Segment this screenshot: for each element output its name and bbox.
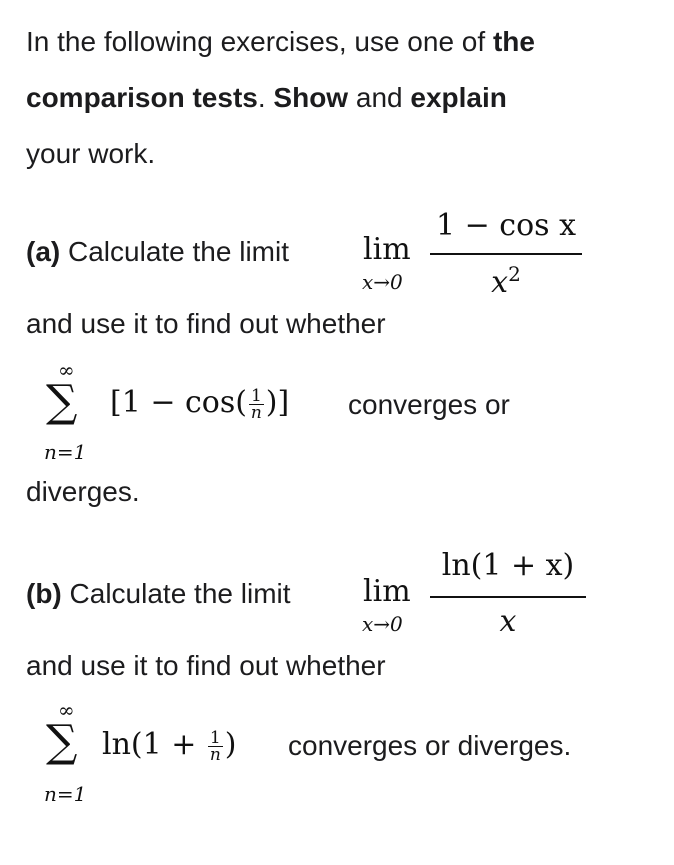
part-a-denominator-base: x (491, 265, 509, 300)
part-a-inner-num: 1 (250, 385, 262, 406)
part-b-prompt (26, 566, 291, 622)
part-b-numerator: ln(1 + x) (441, 548, 575, 583)
part-b-tail: converges or diverges. (288, 730, 572, 761)
intro-and: and (348, 82, 411, 113)
part-a-fraction-bar (430, 253, 582, 255)
intro-bold-explain: explain (410, 82, 507, 113)
intro-bold-comparison: comparison tests (26, 82, 258, 113)
part-a-denominator-exp: 2 (508, 262, 521, 286)
part-a-label: (a) (26, 236, 61, 267)
part-b-summand (102, 727, 236, 763)
part-a-tail2: diverges. (26, 476, 140, 507)
part-a-sum-upper: ∞ (58, 358, 75, 382)
part-b-inner-fraction (208, 727, 223, 765)
part-a-numerator-text: 1 − cos x (435, 208, 576, 243)
part-b-prompt-text: Calculate the limit (61, 578, 291, 609)
part-a-summand-close: )] (265, 385, 290, 420)
part-b-sum-upper: ∞ (58, 698, 75, 722)
part-a-lim: lim (363, 232, 411, 267)
part-b-inner-num: 1 (209, 727, 221, 748)
part-b-lim: lim (363, 574, 411, 609)
intro-bold-the: the (492, 26, 535, 57)
part-b-denominator: x (499, 604, 517, 639)
part-b-sum-lower: n=1 (44, 782, 87, 806)
intro-period: . (257, 82, 274, 113)
part-a-denominator (430, 262, 582, 300)
part-b-followup: and use it to find out whether (26, 650, 386, 681)
intro-bold-show: Show (273, 82, 349, 113)
part-a-summand-open: [1 − cos( (110, 385, 247, 420)
part-a-summand (110, 385, 289, 421)
part-b-fraction-bar (430, 596, 586, 598)
part-b-inner-den: n (209, 744, 221, 765)
part-b-sigma-icon: ∑ (46, 716, 78, 767)
part-a-tail: converges or (348, 389, 510, 420)
intro-line-1 (26, 14, 535, 70)
part-a-followup: and use it to find out whether (26, 308, 386, 339)
part-b-summand-open: ln(1 + (102, 727, 206, 762)
part-b-summand-close: ) (224, 727, 237, 762)
part-a-prompt (26, 224, 289, 280)
part-a-lim-sub: x→0 (362, 270, 403, 294)
part-a-prompt-text: Calculate the limit (60, 236, 289, 267)
part-a-sigma-icon: ∑ (46, 376, 78, 427)
part-a-inner-fraction (249, 385, 264, 423)
part-a-sum-lower: n=1 (44, 440, 87, 464)
part-b-label: (b) (26, 578, 62, 609)
part-b-lim-sub: x→0 (362, 612, 403, 636)
part-a-numerator (430, 208, 582, 243)
intro-line-3: your work. (26, 138, 156, 169)
intro-text-1: In the following exercises, use one of (26, 26, 493, 57)
intro-line-2 (26, 70, 507, 126)
part-a-inner-den: n (250, 402, 262, 423)
